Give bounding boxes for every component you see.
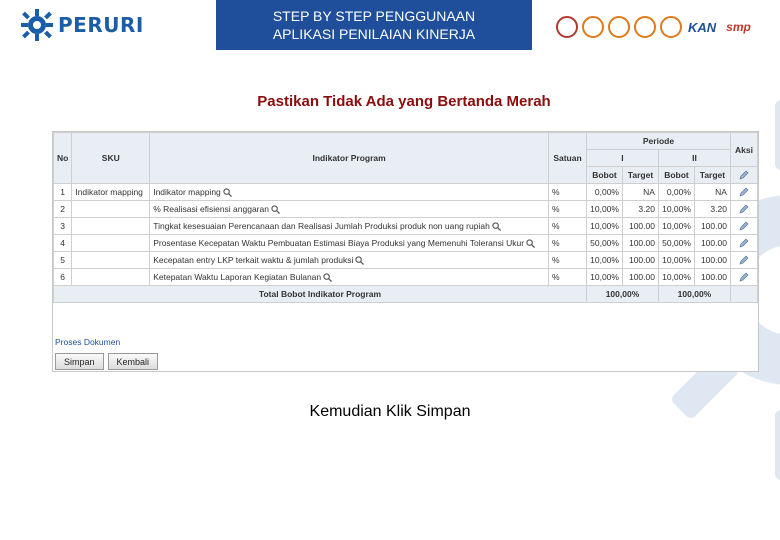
cell-target-2: NA — [694, 184, 730, 201]
col-header-target-2: Target — [694, 167, 730, 184]
cell-bobot-1: 10,00% — [587, 252, 623, 269]
cell-bobot-2: 10,00% — [658, 218, 694, 235]
instruction-subtitle: Pastikan Tidak Ada yang Bertanda Merah — [257, 93, 551, 110]
cell-bobot-1: 50,00% — [587, 235, 623, 252]
peruri-gear-icon — [20, 8, 54, 42]
col-header-no: No — [54, 133, 72, 184]
cell-sku — [72, 269, 150, 286]
col-header-target-1: Target — [622, 167, 658, 184]
cell-satuan: % — [549, 218, 587, 235]
cell-target-2: 100.00 — [694, 218, 730, 235]
col-header-indikator: Indikator Program — [150, 133, 549, 184]
simpan-button[interactable]: Simpan — [55, 353, 104, 370]
cell-bobot-2: 0,00% — [658, 184, 694, 201]
total-label: Total Bobot Indikator Program — [54, 286, 587, 303]
iso-badge-icon — [634, 16, 656, 38]
action-buttons — [55, 353, 158, 370]
indikator-table — [53, 132, 758, 303]
cell-sku — [72, 235, 150, 252]
indikator-text: % Realisasi efisiensi anggaran — [153, 203, 269, 214]
magnifier-icon[interactable] — [271, 205, 280, 214]
indikator-text: Indikator mapping — [153, 186, 221, 197]
iso-badge-icon — [608, 16, 630, 38]
cell-bobot-2: 50,00% — [658, 235, 694, 252]
peruri-logo — [20, 8, 144, 42]
col-header-aksi: Aksi — [730, 133, 757, 167]
cell-satuan: % — [549, 269, 587, 286]
col-header-bobot-1: Bobot — [587, 167, 623, 184]
cell-no: 2 — [54, 201, 72, 218]
cell-target-1: 3.20 — [622, 201, 658, 218]
cell-target-2: 100.00 — [694, 252, 730, 269]
cell-sku: Indikator mapping — [72, 184, 150, 201]
certification-logos — [556, 12, 751, 42]
cell-bobot-1: 0,00% — [587, 184, 623, 201]
total-periode-1: 100,00% — [587, 286, 659, 303]
cell-indikator — [150, 235, 549, 252]
cell-indikator — [150, 269, 549, 286]
cell-target-1: 100.00 — [622, 218, 658, 235]
magnifier-icon[interactable] — [492, 222, 501, 231]
cell-target-1: NA — [622, 184, 658, 201]
cell-no: 5 — [54, 252, 72, 269]
edit-icon[interactable] — [730, 218, 757, 235]
cell-indikator — [150, 252, 549, 269]
magnifier-icon[interactable] — [526, 239, 535, 248]
cell-bobot-1: 10,00% — [587, 201, 623, 218]
cell-sku — [72, 252, 150, 269]
edit-icon[interactable] — [730, 235, 757, 252]
cell-bobot-2: 10,00% — [658, 269, 694, 286]
cell-bobot-2: 10,00% — [658, 252, 694, 269]
col-header-periode: Periode — [587, 133, 731, 150]
cell-no: 1 — [54, 184, 72, 201]
col-header-satuan: Satuan — [549, 133, 587, 184]
app-screenshot-panel — [52, 131, 759, 372]
edit-icon[interactable] — [730, 252, 757, 269]
cell-target-2: 100.00 — [694, 235, 730, 252]
cell-target-2: 100.00 — [694, 269, 730, 286]
title-line-1: STEP BY STEP PENGGUNAAN — [272, 8, 476, 24]
instruction-caption: Kemudian Klik Simpan — [309, 403, 471, 420]
cell-target-1: 100.00 — [622, 235, 658, 252]
col-header-bobot-2: Bobot — [658, 167, 694, 184]
certification-seal-icon — [556, 16, 578, 38]
iso-badge-icon — [582, 16, 604, 38]
indikator-text: Prosentase Kecepatan Waktu Pembuatan Estimasi Biaya Produksi yang Memenuhi Toleransi Ukur — [153, 237, 525, 248]
edit-icon[interactable] — [730, 184, 757, 201]
table-row — [54, 235, 758, 252]
kembali-button[interactable]: Kembali — [108, 353, 159, 370]
title-line-2: APLIKASI PENILAIAN KINERJA — [272, 26, 476, 42]
cell-indikator — [150, 201, 549, 218]
cell-sku — [72, 201, 150, 218]
cell-bobot-2: 10,00% — [658, 201, 694, 218]
magnifier-icon[interactable] — [323, 273, 332, 282]
cell-target-1: 100.00 — [622, 269, 658, 286]
cell-indikator — [150, 184, 549, 201]
cell-target-1: 100.00 — [622, 252, 658, 269]
table-row — [54, 252, 758, 269]
cell-no: 4 — [54, 235, 72, 252]
col-header-periode-2: II — [658, 150, 730, 167]
indikator-text: Kecepatan entry LKP terkait waktu & jumlah produksi — [153, 254, 354, 265]
cell-bobot-1: 10,00% — [587, 269, 623, 286]
proses-dokumen-link[interactable]: Proses Dokumen — [55, 337, 121, 347]
magnifier-icon[interactable] — [355, 256, 364, 265]
cell-satuan: % — [549, 235, 587, 252]
edit-icon[interactable] — [730, 201, 757, 218]
total-aksi-empty — [730, 286, 757, 303]
indikator-text: Tingkat kesesuaian Perencanaan dan Realisasi Jumlah Produksi produk non uang rupiah — [153, 220, 490, 231]
smp-logo: smp — [726, 20, 751, 34]
cell-no: 3 — [54, 218, 72, 235]
indikator-text: Ketepatan Waktu Laporan Kegiatan Bulanan — [153, 271, 322, 282]
col-header-periode-1: I — [587, 150, 659, 167]
magnifier-icon[interactable] — [223, 188, 232, 197]
cell-sku — [72, 218, 150, 235]
slide-header — [0, 0, 780, 50]
table-row — [54, 269, 758, 286]
cell-no: 6 — [54, 269, 72, 286]
cell-indikator — [150, 218, 549, 235]
cell-satuan: % — [549, 252, 587, 269]
bulk-edit-icon[interactable] — [730, 167, 757, 184]
edit-icon[interactable] — [730, 269, 757, 286]
total-periode-2: 100,00% — [658, 286, 730, 303]
total-row — [54, 286, 758, 303]
col-header-sku: SKU — [72, 133, 150, 184]
cell-satuan: % — [549, 184, 587, 201]
table-row — [54, 201, 758, 218]
logo-text: PERURI — [58, 13, 144, 37]
table-row — [54, 184, 758, 201]
cell-satuan: % — [549, 201, 587, 218]
table-row — [54, 218, 758, 235]
kan-logo: KAN — [688, 19, 717, 35]
iso-badge-icon — [660, 16, 682, 38]
slide-title — [216, 0, 532, 50]
cell-target-2: 3.20 — [694, 201, 730, 218]
cell-bobot-1: 10,00% — [587, 218, 623, 235]
